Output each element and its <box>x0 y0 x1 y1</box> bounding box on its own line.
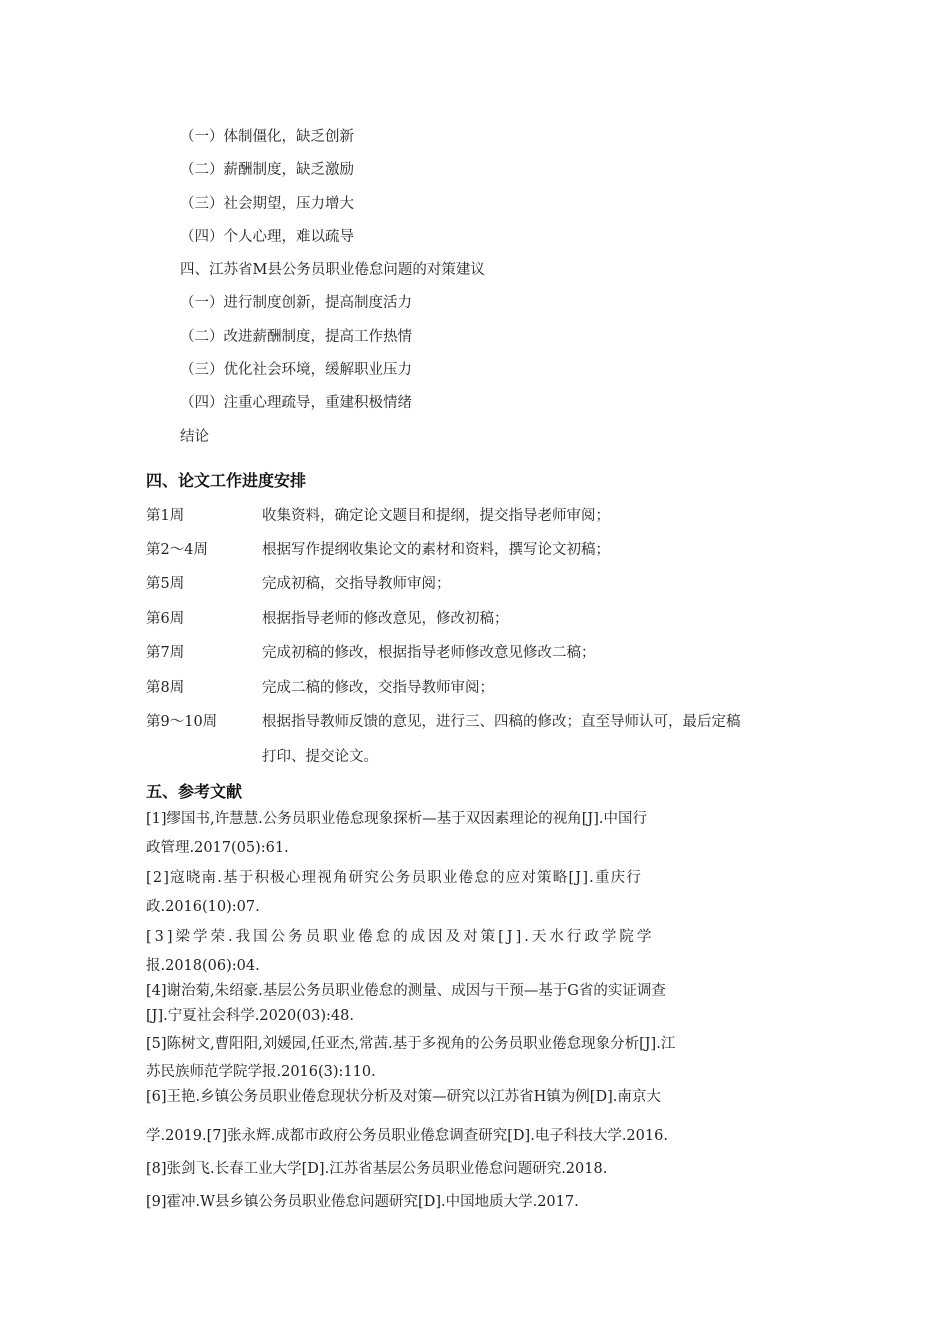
outline-item: （四）注重心理疏导，重建积极情绪 <box>180 395 412 411</box>
schedule-task: 完成初稿，交指导教师审阅； <box>262 576 451 592</box>
reference-line: [5]陈树文,曹阳阳,刘媛园,任亚杰,常茜.基于多视角的公务员职业倦怠现象分析[J].江 <box>146 1036 676 1052</box>
outline-item: （三）优化社会环境，缓解职业压力 <box>180 362 412 378</box>
reference-line: 学.2019.[7]张永辉.成都市政府公务员职业倦怠调查研究[D].电子科技大学.2016. <box>146 1128 668 1144</box>
schedule-week: 第5周 <box>146 576 185 592</box>
outline-item: （二）改进薪酬制度，提高工作热情 <box>180 329 412 345</box>
schedule-task: 完成初稿的修改，根据指导老师修改意见修改二稿； <box>262 645 596 661</box>
reference-line: 报.2018(06):04. <box>146 958 260 974</box>
reference-line: [6]王艳.乡镇公务员职业倦怠现状分析及对策—研究以江苏省H镇为例[D].南京大 <box>146 1089 661 1105</box>
outline-item: （二）薪酬制度，缺乏激励 <box>180 162 354 178</box>
outline-section-title: 四、江苏省M县公务员职业倦怠问题的对策建议 <box>180 262 485 278</box>
outline-item: （一）体制僵化，缺乏创新 <box>180 129 354 145</box>
section-heading-references: 五、参考文献 <box>146 782 243 801</box>
reference-line: [1]缪国书,许慧慧.公务员职业倦怠现象探析—基于双因素理论的视角[J].中国行 <box>146 811 647 827</box>
reference-line: 苏民族师范学院学报.2016(3):110. <box>146 1064 376 1080</box>
reference-line: [4]谢治菊,朱绍豪.基层公务员职业倦怠的测量、成因与干预—基于G省的实证调查 <box>146 983 666 999</box>
reference-line: [J].宁夏社会科学.2020(03):48. <box>146 1008 354 1024</box>
schedule-week: 第7周 <box>146 645 185 661</box>
schedule-task: 收集资料，确定论文题目和提纲，提交指导老师审阅； <box>262 508 610 524</box>
outline-item: （三）社会期望，压力增大 <box>180 196 354 212</box>
reference-line: [8]张剑飞.长春工业大学[D].江苏省基层公务员职业倦怠问题研究.2018. <box>146 1161 608 1177</box>
section-heading-schedule: 四、论文工作进度安排 <box>146 471 307 490</box>
schedule-task-continuation: 打印、提交论文。 <box>262 749 378 765</box>
outline-item: （四）个人心理，难以疏导 <box>180 229 354 245</box>
schedule-week: 第8周 <box>146 680 185 696</box>
reference-line: [9]霍冲.W县乡镇公务员职业倦怠问题研究[D].中国地质大学.2017. <box>146 1194 579 1210</box>
reference-line: 政.2016(10):07. <box>146 899 260 915</box>
outline-conclusion: 结论 <box>180 429 209 445</box>
reference-line: [3]梁学荣.我国公务员职业倦怠的成因及对策[J].天水行政学院学 <box>146 929 655 945</box>
schedule-task: 根据写作提纲收集论文的素材和资料，撰写论文初稿； <box>262 542 610 558</box>
reference-line: 政管理.2017(05):61. <box>146 840 289 856</box>
schedule-week: 第2～4周 <box>146 542 208 558</box>
schedule-task: 根据指导教师反馈的意见，进行三、四稿的修改；直至导师认可，最后定稿 <box>262 714 741 730</box>
schedule-task: 根据指导老师的修改意见，修改初稿； <box>262 611 509 627</box>
schedule-week: 第6周 <box>146 611 185 627</box>
outline-item: （一）进行制度创新，提高制度活力 <box>180 295 412 311</box>
schedule-task: 完成二稿的修改，交指导教师审阅； <box>262 680 494 696</box>
reference-line: [2]寇晓南.基于积极心理视角研究公务员职业倦怠的应对策略[J].重庆行 <box>146 870 643 886</box>
schedule-week: 第1周 <box>146 508 185 524</box>
schedule-week: 第9～10周 <box>146 714 218 730</box>
